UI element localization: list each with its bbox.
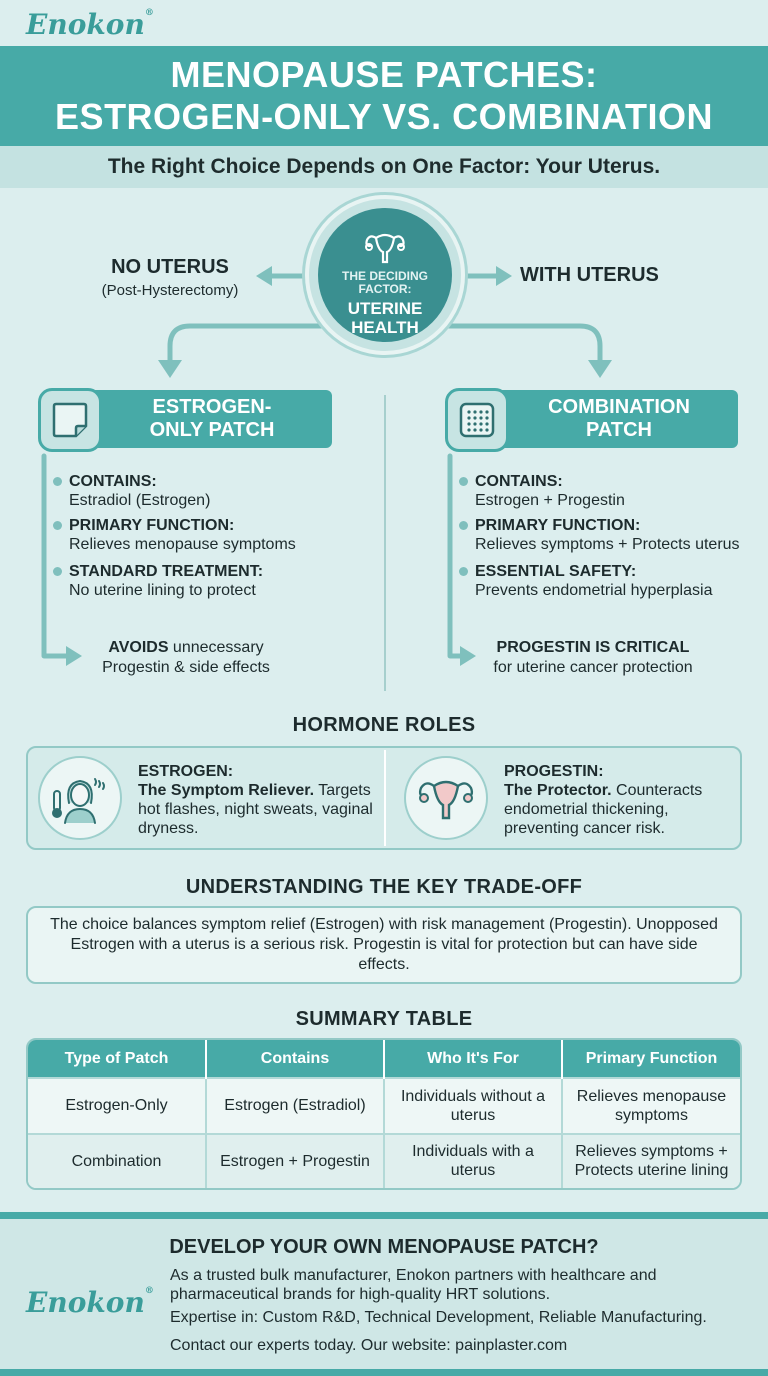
progestin-role: PROGESTIN: The Protector. Counteracts endometrial thickening, preventing cancer risk. xyxy=(504,763,703,837)
combination-item-function: PRIMARY FUNCTION: Relieves symptoms + Protects uterus xyxy=(475,516,765,554)
tradeoff-box xyxy=(26,906,742,984)
combination-item-contains: CONTAINS: Estrogen + Progestin xyxy=(475,472,765,510)
no-uterus-subheading: (Post-Hysterectomy) xyxy=(101,282,239,299)
column-header: Contains xyxy=(206,1040,384,1078)
estrogen-only-item-function: PRIMARY FUNCTION: Relieves menopause symptoms xyxy=(69,516,369,554)
footer-title: DEVELOP YOUR OWN MENOPAUSE PATCH? xyxy=(169,1236,599,1258)
no-uterus-heading: NO UTERUS xyxy=(111,256,229,278)
deciding-factor-label: THE DECIDING FACTOR: xyxy=(341,269,428,296)
column-header: Who It's For xyxy=(384,1040,562,1078)
estrogen-only-title: ESTROGEN-ONLY PATCH xyxy=(149,396,275,441)
bracket-left xyxy=(44,456,70,656)
estrogen-only-item-standard: STANDARD TREATMENT: No uterine lining to protect xyxy=(69,562,369,600)
brand-logo-top: Enokon® xyxy=(26,8,154,41)
page-title-line-2: ESTROGEN-ONLY VS. COMBINATION xyxy=(55,96,713,137)
table-header-row xyxy=(28,1040,740,1078)
page-subtitle: The Right Choice Depends on One Factor: Your Uterus. xyxy=(107,155,661,178)
page-title-line-1: MENOPAUSE PATCHES: xyxy=(170,54,598,95)
deciding-factor-value: UTERINE HEALTH xyxy=(347,299,423,337)
curve-left xyxy=(170,326,330,362)
with-uterus-heading: WITH UTERUS xyxy=(520,264,659,286)
combination-title: COMBINATION PATCH xyxy=(548,396,690,441)
column-header: Type of Patch xyxy=(28,1040,206,1078)
footer-line-3: Contact our experts today. Our website: painplaster.com xyxy=(170,1337,568,1354)
table-cell: Relieves symptoms + Protects uterine lining xyxy=(562,1134,740,1188)
deciding-factor-circle xyxy=(318,208,452,342)
table-row xyxy=(28,1078,740,1134)
column-header: Primary Function xyxy=(562,1040,740,1078)
table-row xyxy=(28,1134,740,1188)
table-cell: Combination xyxy=(28,1134,206,1188)
uterus-icon xyxy=(362,226,408,266)
combination-callout: PROGESTIN IS CRITICAL for uterine cancer protection xyxy=(493,639,693,676)
estrogen-only-callout: AVOIDS unnecessary Progestin & side effects xyxy=(102,639,270,676)
brand-logo-bottom: Enokon® xyxy=(26,1286,154,1319)
table-cell: Individuals without a uterus xyxy=(384,1078,562,1134)
table-cell: Relieves menopause symptoms xyxy=(562,1078,740,1134)
title-banner xyxy=(0,46,768,146)
footer-divider-bottom xyxy=(0,1369,768,1376)
combination-header xyxy=(500,390,738,448)
footer-line-2: Expertise in: Custom R&D, Technical Development, Reliable Manufacturing. xyxy=(170,1309,707,1326)
table-cell: Estrogen + Progestin xyxy=(206,1134,384,1188)
uterus-icon xyxy=(404,756,488,840)
footer-divider-top xyxy=(0,1212,768,1219)
curve-right xyxy=(440,326,600,362)
summary-title: SUMMARY TABLE xyxy=(295,1008,473,1030)
combination-item-safety: ESSENTIAL SAFETY: Prevents endometrial hyperplasia xyxy=(475,562,765,600)
table-cell: Estrogen (Estradiol) xyxy=(206,1078,384,1134)
hormone-roles-title: HORMONE ROLES xyxy=(292,714,476,736)
subtitle-banner xyxy=(0,146,768,188)
estrogen-only-item-contains: CONTAINS: Estradiol (Estrogen) xyxy=(69,472,369,510)
footer-line-1: As a trusted bulk manufacturer, Enokon partners with healthcare and pharmaceutical brands for high-quality HRT solutions. xyxy=(170,1267,657,1303)
estrogen-only-header xyxy=(92,390,332,448)
no-uterus-branch xyxy=(70,256,270,299)
bracket-right xyxy=(450,456,464,656)
table-cell: Individuals with a uterus xyxy=(384,1134,562,1188)
tradeoff-text: The choice balances symptom relief (Estrogen) with risk management (Progestin). Unopposed Estrogen with a uterus is a serious risk. Progestin is vital for protection but can have side effects. xyxy=(50,916,718,973)
estrogen-role: ESTROGEN: The Symptom Reliever. Targets hot flashes, night sweats, vaginal dryness. xyxy=(138,763,373,837)
tradeoff-title: UNDERSTANDING THE KEY TRADE-OFF xyxy=(185,876,583,898)
patch-icon xyxy=(38,388,102,452)
column-divider xyxy=(384,395,386,691)
dotted-patch-icon xyxy=(445,388,509,452)
table-cell: Estrogen-Only xyxy=(28,1078,206,1134)
roles-divider xyxy=(384,750,386,846)
summary-table xyxy=(26,1038,742,1190)
hot-flash-woman-icon xyxy=(38,756,122,840)
